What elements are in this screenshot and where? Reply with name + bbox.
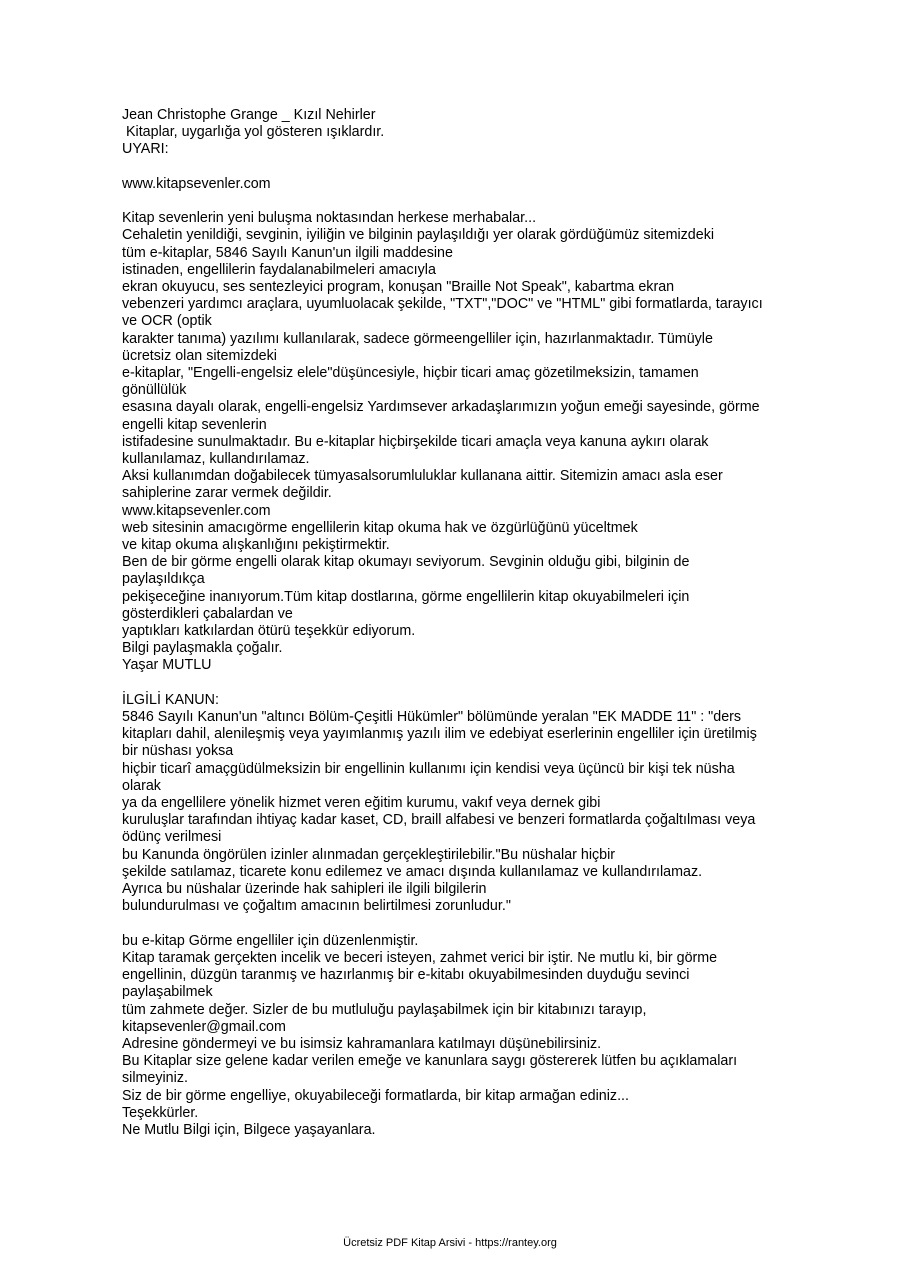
- law-line: bu Kanunda öngörülen izinler alınmadan gerçekleştirilebilir."Bu nüshalar hiçbir: [122, 846, 616, 863]
- intro-line: tüm e-kitaplar, 5846 Sayılı Kanun'un ilgili maddesine: [122, 244, 453, 261]
- spacer: [122, 193, 812, 210]
- closing-line: paylaşabilmek: [122, 984, 213, 1001]
- closing-line: tüm zahmete değer. Sizler de bu mutluluğu paylaşabilmek için bir kitabınızı tarayıp,: [122, 1001, 647, 1018]
- law-line: Ayrıca bu nüshalar üzerinde hak sahipleri ile ilgili bilgilerin: [122, 881, 487, 898]
- intro-line: Bilgi paylaşmakla çoğalır.: [122, 640, 283, 657]
- intro-line: e-kitaplar, "Engelli-engelsiz elele"düşüncesiyle, hiçbir ticari amaç gözetilmeksizin, tamamen: [122, 365, 699, 382]
- law-line: İLGİLİ KANUN:: [122, 691, 219, 708]
- intro-line: engelli kitap sevenlerin: [122, 416, 267, 433]
- warning-heading: UYARI:: [122, 141, 169, 158]
- intro-section: [122, 210, 812, 674]
- document-body: [122, 107, 812, 1139]
- intro-line: Aksi kullanımdan doğabilecek tümyasalsorumluluklar kullanana aittir. Sitemizin amacı asla eser: [122, 468, 723, 485]
- intro-line: ekran okuyucu, ses sentezleyici program, konuşan "Braille Not Speak", kabartma ekran: [122, 279, 675, 295]
- intro-line: Kitap sevenlerin yeni buluşma noktasından herkese merhabalar...: [122, 210, 537, 227]
- intro-line: www.kitapsevenler.com: [122, 502, 271, 519]
- closing-line: bu e-kitap Görme engelliler için düzenlenmiştir.: [122, 932, 419, 949]
- intro-line: yaptıkları katkılardan ötürü teşekkür ediyorum.: [122, 623, 416, 640]
- law-line: kuruluşlar tarafından ihtiyaç kadar kaset, CD, braill alfabesi ve benzeri formatlarda çoğaltılması veya: [122, 812, 756, 829]
- intro-line: sahiplerine zarar vermek değildir.: [122, 485, 332, 502]
- spacer: [122, 159, 812, 176]
- motto-line: Kitaplar, uygarlığa yol gösteren ışıklardır.: [122, 124, 385, 141]
- law-line: ödünç verilmesi: [122, 829, 222, 846]
- intro-line: ve kitap okuma alışkanlığını pekiştirmektir.: [122, 537, 390, 554]
- intro-line: vebenzeri yardımcı araçlara, uyumluolacak şekilde, "TXT","DOC" ve "HTML" gibi formatlarda, tarayıcı: [122, 296, 763, 313]
- law-line: kitapları dahil, alenileşmiş veya yayımlanmış yazılı ilim ve edebiyat eserlerinin engelliler için üretilmiş: [122, 726, 757, 743]
- intro-line: istifadesine sunulmaktadır. Bu e-kitaplar hiçbirşekilde ticari amaçla veya kanuna aykırı olarak: [122, 433, 709, 450]
- law-line: olarak: [122, 777, 161, 794]
- closing-line: Ne Mutlu Bilgi için, Bilgece yaşayanlara.: [122, 1121, 376, 1138]
- law-section: [122, 692, 812, 916]
- closing-line: kitapsevenler@gmail.com: [122, 1018, 286, 1035]
- law-line: hiçbir ticarî amaçgüdülmeksizin bir engellinin kullanımı için kendisi veya üçüncü bir kişi tek nüsha: [122, 760, 735, 777]
- document-title: Jean Christophe Grange _ Kızıl Nehirler: [122, 107, 376, 123]
- intro-line: Yaşar MUTLU: [122, 657, 212, 674]
- law-line: şekilde satılamaz, ticarete konu edilemez ve amacı dışında kullanılamaz ve kullandırılamaz.: [122, 863, 703, 880]
- spacer: [122, 916, 812, 933]
- intro-line: paylaşıldıkça: [122, 571, 205, 588]
- intro-line: pekişeceğine inanıyorum.Tüm kitap dostlarına, görme engellilerin kitap okuyabilmeleri için: [122, 588, 690, 605]
- closing-line: Adresine göndermeyi ve bu isimsiz kahramanlara katılmayı düşünebilirsiniz.: [122, 1035, 602, 1052]
- intro-line: web sitesinin amacıgörme engellilerin kitap okuma hak ve özgürlüğünü yüceltmek: [122, 519, 638, 536]
- closing-line: Teşekkürler.: [122, 1104, 199, 1121]
- law-line: ya da engellilere yönelik hizmet veren eğitim kurumu, vakıf veya dernek gibi: [122, 795, 601, 812]
- intro-line: esasına dayalı olarak, engelli-engelsiz Yardımsever arkadaşlarımızın yoğun emeği sayesinde, görme: [122, 399, 760, 416]
- closing-line: Siz de bir görme engelliye, okuyabileceği formatlarda, bir kitap armağan ediniz...: [122, 1087, 630, 1104]
- intro-line: kullanılamaz, kullandırılamaz.: [122, 451, 310, 468]
- intro-line: ücretsiz olan sitemizdeki: [122, 347, 277, 364]
- page-footer: Ücretsiz PDF Kitap Arsivi - https://rantey.org: [343, 1237, 557, 1249]
- closing-line: engellinin, düzgün taranmış ve hazırlanmış bir e-kitabı okuyabilmesinden duyduğu sevinci: [122, 967, 690, 984]
- intro-line: Cehaletin yenildiği, sevginin, iyiliğin ve bilginin paylaşıldığı yer olarak gördüğümüz sitemizdeki: [122, 227, 715, 244]
- closing-line: Bu Kitaplar size gelene kadar verilen emeğe ve kanunlara saygı göstererek lütfen bu açıklamaları: [122, 1053, 738, 1070]
- intro-line: gönüllülük: [122, 382, 187, 399]
- intro-line: gösterdikleri çabalardan ve: [122, 605, 293, 622]
- intro-line: istinaden, engellilerin faydalanabilmeleri amacıyla: [122, 261, 436, 278]
- site-url: www.kitapsevenler.com: [122, 175, 271, 192]
- closing-line: Kitap taramak gerçekten incelik ve beceri isteyen, zahmet verici bir iştir. Ne mutlu ki, bir görme: [122, 949, 718, 966]
- intro-line: karakter tanıma) yazılımı kullanılarak, sadece görmeengelliler için, hazırlanmaktadır. Tümüyle: [122, 330, 713, 347]
- law-line: 5846 Sayılı Kanun'un "altıncı Bölüm-Çeşitli Hükümler" bölümünde yeralan "EK MADDE 11" : "ders: [122, 709, 742, 726]
- law-line: bir nüshası yoksa: [122, 743, 234, 760]
- spacer: [122, 675, 812, 692]
- intro-line: Ben de bir görme engelli olarak kitap okumayı seviyorum. Sevginin olduğu gibi, bilginin de: [122, 554, 690, 571]
- closing-line: silmeyiniz.: [122, 1070, 188, 1087]
- intro-line: ve OCR (optik: [122, 313, 212, 330]
- law-line: bulundurulması ve çoğaltım amacının belirtilmesi zorunludur.": [122, 898, 511, 915]
- closing-section: [122, 933, 812, 1139]
